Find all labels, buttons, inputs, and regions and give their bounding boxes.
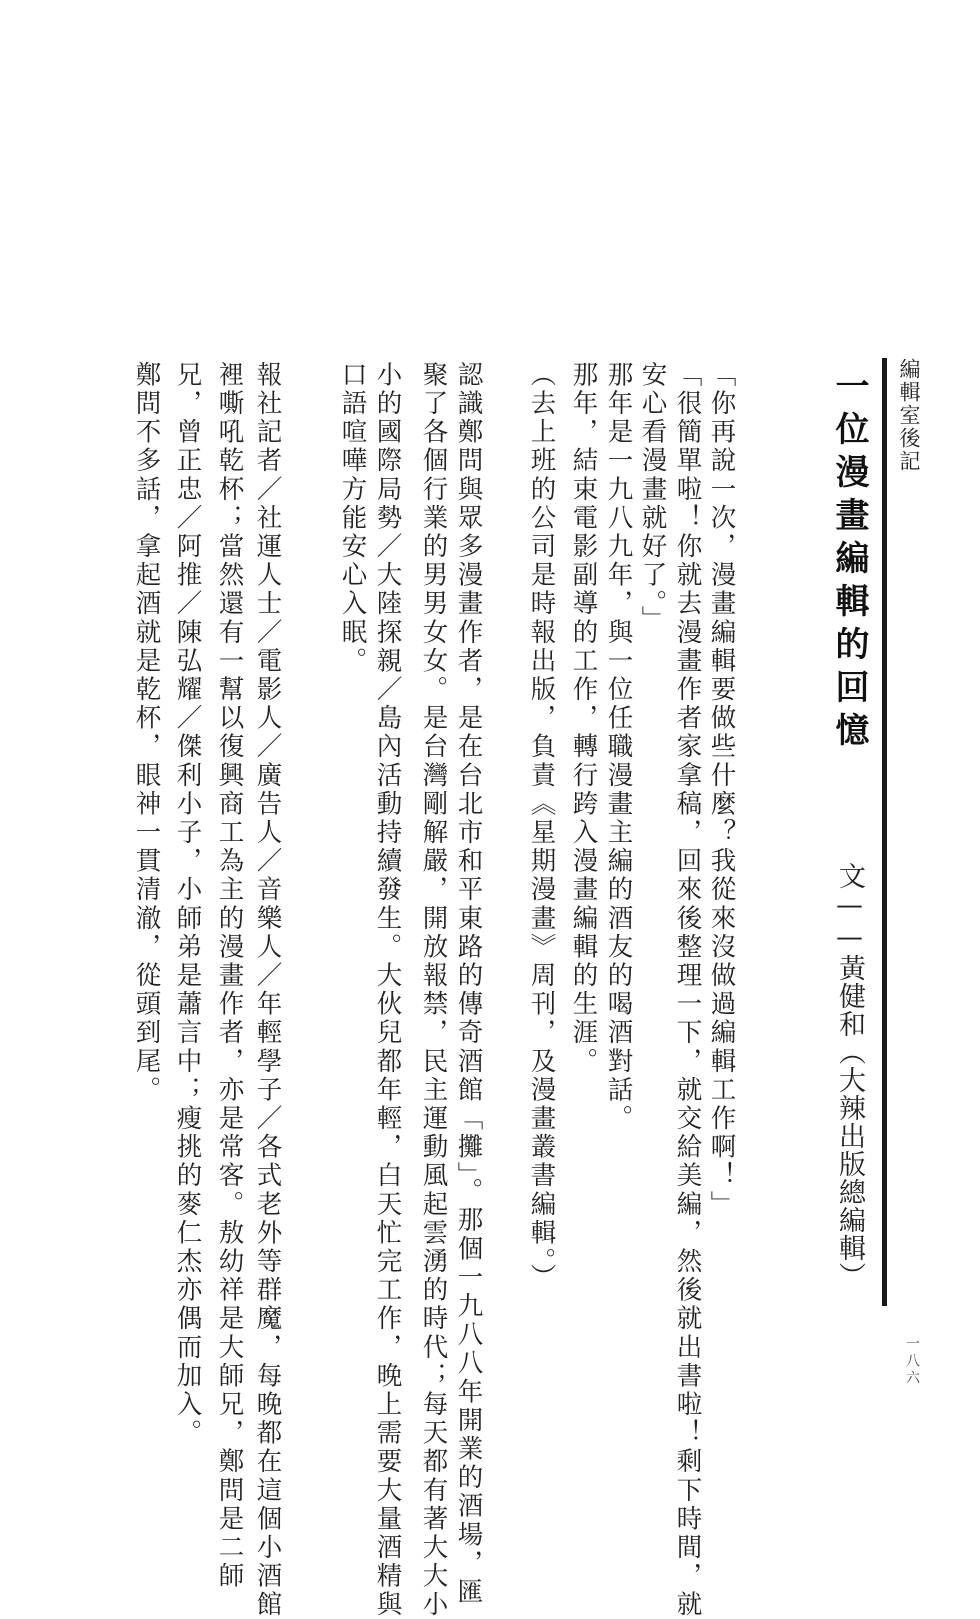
body-column: 認識鄭問與眾多漫畫作者，是在台北市和平東路的傳奇酒館「攤」。那個一九八八年開業的酒場，匯 <box>453 361 484 1607</box>
body-column: 小的國際局勢／大陸探親／島內活動持續發生。大伙兒都年輕，白天忙完工作，晚上需要大量酒精與 <box>372 361 403 1619</box>
body-column: 口語喧嘩方能安心入眠。 <box>337 361 368 676</box>
body-column: 兄，曾正忠／阿推／陳弘耀／傑利小子，小師弟是蕭言中；瘦挑的麥仁杰亦偶而加入。 <box>172 361 203 1448</box>
body-column: 鄭問不多話，拿起酒就是乾杯，眼神一貫清澈，從頭到尾。 <box>131 361 162 1105</box>
body-column: 裡嘶吼乾杯；當然還有一幫以復興商工為主的漫畫作者，亦是常客。敖幼祥是大師兄，鄭問是二師 <box>214 361 245 1591</box>
body-column: 報社記者／社運人士／電影人／廣告人／音樂人／年輕學子／各式老外等群魔，每晚都在這個小酒館 <box>252 361 283 1619</box>
vertical-divider-rule <box>882 358 887 1306</box>
page-number: 一八六 <box>904 1336 920 1387</box>
body-column: 聚了各個行業的男男女女。是台灣剛解嚴，開放報禁，民主運動風起雲湧的時代；每天都有著大大小 <box>418 361 449 1619</box>
running-head: 編輯室後記 <box>897 358 921 473</box>
body-column: 「你再說一次，漫畫編輯要做些什麼？我從來沒做過編輯工作啊！」 <box>706 361 737 1219</box>
body-column: 那年，結束電影副導的工作，轉行跨入漫畫編輯的生涯。 <box>568 361 599 1076</box>
body-column: （去上班的公司是時報出版，負責《星期漫畫》周刊，及漫畫叢書編輯。） <box>526 361 557 1293</box>
body-column: 那年是一九八九年，與一位任職漫畫主編的酒友的喝酒對話。 <box>603 361 634 1134</box>
article-title: 一位漫畫編輯的回憶 <box>829 368 869 755</box>
body-column: 安心看漫畫就好了。」 <box>637 361 668 635</box>
body-column: 「很簡單啦！你就去漫畫作者家拿稿，回來後整理一下，就交給美編，然後就出書啦！剩下時間，就 <box>672 361 703 1619</box>
article-byline: 文——黃健和（大辣出版總編輯） <box>834 862 865 1290</box>
